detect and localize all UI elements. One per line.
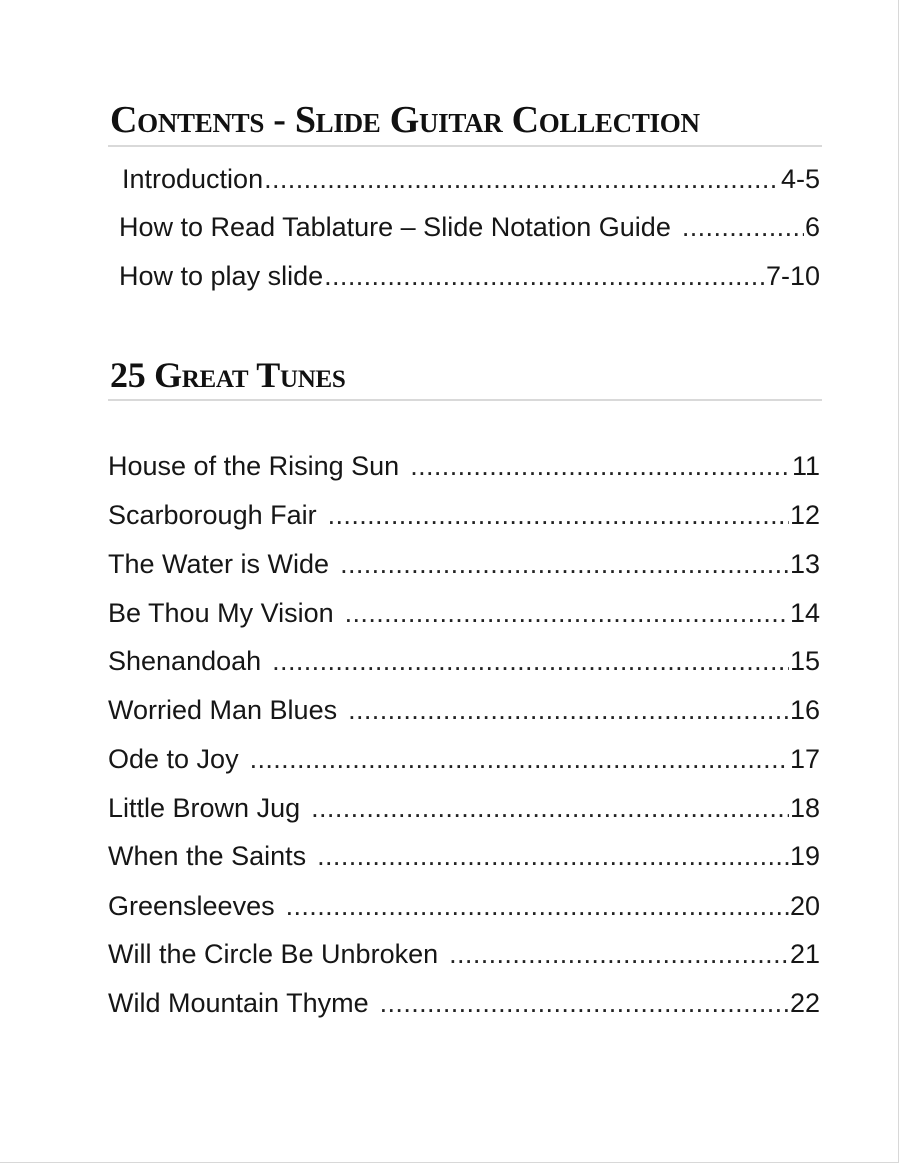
- dot-leader: [318, 498, 789, 532]
- toc-entry-page: 21: [789, 939, 820, 969]
- toc-entry-title: Shenandoah: [108, 646, 262, 676]
- toc-entry-page: 22: [789, 988, 820, 1018]
- toc-entry-title: Introduction: [122, 164, 264, 194]
- toc-entry-page: 17: [789, 744, 820, 774]
- toc-entry-title: Little Brown Jug: [108, 793, 301, 823]
- dot-leader: [262, 644, 789, 678]
- dot-leader: [672, 210, 804, 244]
- toc-entry-tune[interactable]: [108, 596, 820, 630]
- toc-entry-how-to-play-slide[interactable]: [119, 259, 820, 293]
- toc-entry-tablature-guide[interactable]: [119, 210, 820, 244]
- toc-entry-page: 16: [789, 695, 820, 725]
- toc-entry-tune[interactable]: [108, 498, 820, 532]
- toc-entry-title: How to Read Tablature – Slide Notation Guide: [119, 212, 671, 242]
- toc-entry-title: Be Thou My Vision: [108, 598, 334, 628]
- dot-leader: [264, 162, 780, 196]
- toc-entry-page: 4-5: [780, 164, 820, 194]
- dot-leader: [439, 937, 789, 971]
- toc-entry-title: Scarborough Fair: [108, 500, 317, 530]
- toc-entry-tune[interactable]: [108, 791, 820, 825]
- toc-entry-page: 12: [789, 500, 820, 530]
- dot-leader: [330, 547, 789, 581]
- toc-entry-title: Greensleeves: [108, 891, 275, 921]
- toc-entry-title: Wild Mountain Thyme: [108, 988, 369, 1018]
- toc-entry-page: 6: [804, 212, 820, 242]
- tunes-heading: 25 Great Tunes: [110, 355, 346, 395]
- dot-leader: [240, 742, 789, 776]
- dot-leader: [301, 791, 789, 825]
- toc-entry-tune[interactable]: [108, 644, 820, 678]
- toc-entry-title: Will the Circle Be Unbroken: [108, 939, 439, 969]
- dot-leader: [338, 693, 789, 727]
- toc-entry-tune[interactable]: [108, 742, 820, 776]
- toc-entry-page: 18: [789, 793, 820, 823]
- toc-entry-tune[interactable]: [108, 693, 820, 727]
- toc-entry-title: When the Saints: [108, 841, 307, 871]
- toc-entry-title: Ode to Joy: [108, 744, 239, 774]
- toc-entry-page: 7-10: [765, 261, 820, 291]
- toc-entry-title: How to play slide: [119, 261, 324, 291]
- contents-heading: Contents - Slide Guitar Collection: [110, 99, 700, 141]
- dot-leader: [324, 259, 765, 293]
- dot-leader: [307, 839, 789, 873]
- toc-entry-tune[interactable]: [108, 986, 820, 1020]
- dot-leader: [370, 986, 789, 1020]
- toc-entry-title: Worried Man Blues: [108, 695, 338, 725]
- dot-leader: [276, 889, 789, 923]
- toc-entry-page: 19: [789, 841, 820, 871]
- tunes-heading-rule: [108, 399, 822, 401]
- toc-entry-tune[interactable]: [108, 839, 820, 873]
- dot-leader: [400, 449, 791, 483]
- toc-entry-page: 11: [791, 451, 820, 481]
- toc-entry-title: The Water is Wide: [108, 549, 330, 579]
- toc-entry-tune[interactable]: [108, 449, 820, 483]
- toc-entry-page: 15: [789, 646, 820, 676]
- dot-leader: [335, 596, 789, 630]
- toc-entry-introduction[interactable]: [122, 162, 820, 196]
- contents-heading-rule: [108, 145, 822, 147]
- toc-entry-tune[interactable]: [108, 889, 820, 923]
- toc-entry-tune[interactable]: [108, 547, 820, 581]
- toc-entry-page: 14: [789, 598, 820, 628]
- toc-entry-tune[interactable]: [108, 937, 820, 971]
- toc-entry-page: 13: [789, 549, 820, 579]
- toc-entry-page: 20: [789, 891, 820, 921]
- toc-entry-title: House of the Rising Sun: [108, 451, 400, 481]
